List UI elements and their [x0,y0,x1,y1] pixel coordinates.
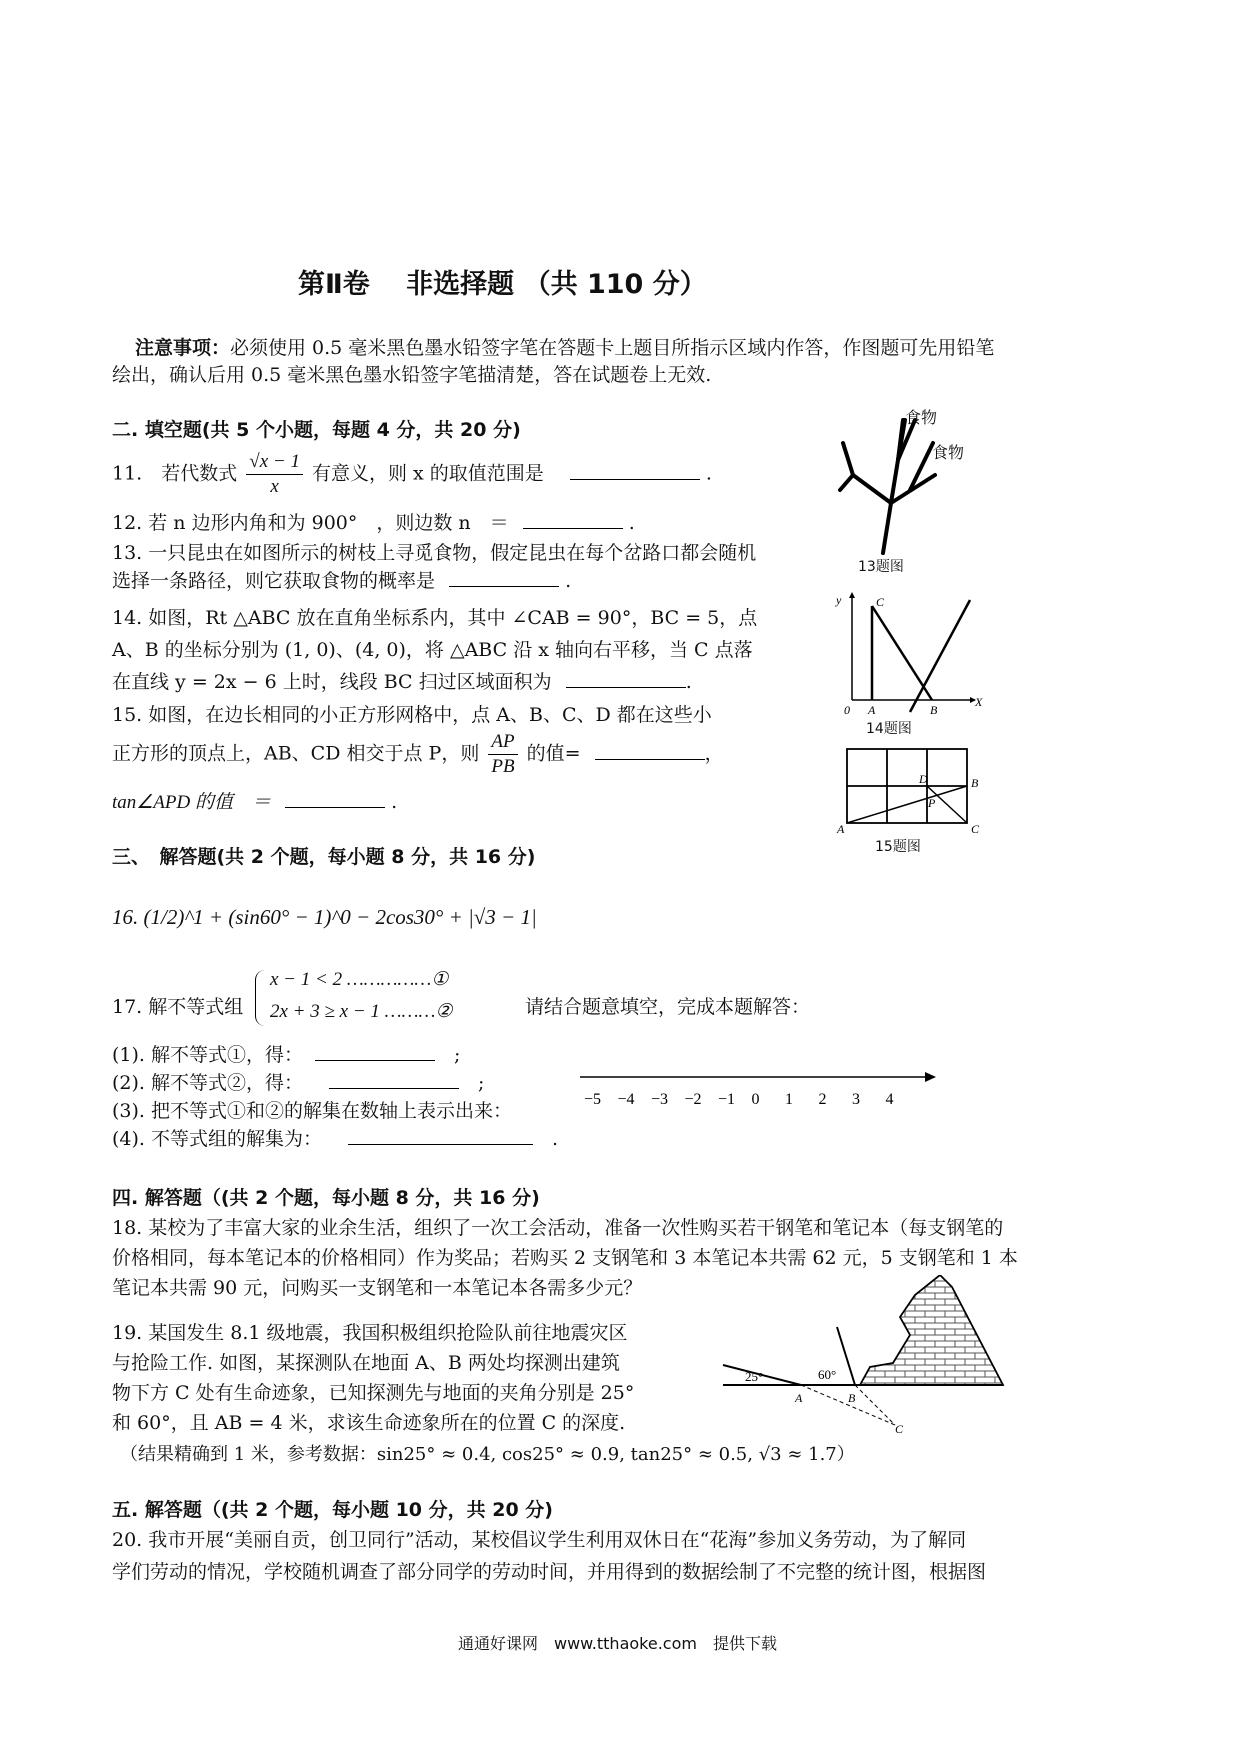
q17-pre: 17. 解不等式组 [112,996,244,1018]
q19-line-5: （结果精确到 1 米，参考数据：sin25° ≈ 0.4, cos25° ≈ 0.9, tan25° ≈ 0.5, √3 ≈ 1.7） [120,1444,855,1465]
number-line-tick-label: −4 [617,1091,635,1108]
q17-inequality-1: x − 1 < 2 ……………① [270,969,449,990]
q15-line-2-pre: 正方形的顶点上，AB、CD 相交于点 P，则 [112,742,480,765]
number-line-tick-label: 3 [852,1091,860,1108]
q17-step-4-blank[interactable] [348,1126,533,1145]
number-line-tick-label: −2 [684,1091,702,1108]
number-line-arrow [925,1072,936,1082]
svg-text:A: A [837,822,845,836]
q19-line-1: 19. 某国发生 8.1 级地震，我国积极组织抢险队前往地震灾区 [112,1322,628,1344]
svg-text:D: D [919,772,928,786]
section-2-heading: 二. 填空题(共 5 个小题，每题 4 分，共 20 分) [112,419,521,441]
fig13-food-label-2: 食物 [932,443,965,462]
q17-step-2-blank[interactable] [329,1070,459,1089]
q11-numerator: √x − 1 [246,450,303,475]
q11-post: 有意义，则 x 的取值范围是 [312,462,544,485]
q17-post: 请结合题意填空，完成本题解答： [525,996,811,1018]
q12-answer-blank[interactable] [523,510,623,529]
tree-branch-left-low [840,475,853,490]
notice-line-1 [135,333,994,360]
section-4-heading: 四. 解答题（(共 2 个题，每小题 8 分，共 16 分) [112,1187,540,1209]
tree-branch-right [891,475,935,503]
q15-numerator: AP [488,730,517,755]
section-3-heading: 三、 解答题(共 2 个题，每小题 8 分，共 16 分) [112,846,536,868]
q15-line-1: 15. 如图，在边长相同的小正方形网格中，点 A、B、C、D 都在这些小 [112,704,712,726]
question-14: 在直线 y = 2x − 6 上时，线段 BC 扫过区域面积为 . [112,671,692,693]
number-line-tick-label: −5 [584,1091,602,1108]
number-line-tick-label: 0 [751,1091,760,1108]
q17-brace [255,970,266,1026]
svg-text:C: C [971,822,980,836]
q18-line-3: 笔记本共需 90 元，问购买一支钢笔和一本笔记本各需多少元？ [112,1277,643,1299]
q17-step-3: (3). 把不等式①和②的解集在数轴上表示出来： [112,1100,512,1122]
q14-answer-blank[interactable] [566,669,686,688]
notice-label: 注意事项： [135,337,231,359]
page-footer: 通通好课网 www.tthaoke.com 提供下载 [458,1634,777,1653]
q18-line-1: 18. 某校为了丰富大家的业余生活，组织了一次工会活动，准备一次性购买若干钢笔和笔记本（每支钢笔的 [112,1217,1004,1239]
q17-step-1-text: (1). 解不等式①，得： [112,1044,303,1066]
svg-text:A: A [795,1391,803,1405]
figure-15-grid [835,745,995,837]
q17-step-4: (4). 不等式组的解集为： . [112,1128,559,1150]
q12-text: 12. 若 n 边形内角和为 900° ，则边数 n ＝ [112,512,509,534]
question-13: 选择一条路径，则它获取食物的概率是 . [112,570,572,592]
question-12: 12. 若 n 边形内角和为 900° ，则边数 n ＝ . [112,512,635,534]
fig19-building-rubble [860,1275,1003,1385]
q17-step-4-text: (4). 不等式组的解集为： [112,1128,322,1150]
fig19-line-bc [855,1385,895,1425]
fig13-food-label-1: 食物 [905,408,938,427]
q15-denominator: PB [491,756,515,777]
svg-text:A: A [868,703,876,717]
q17-inequality-2: 2x + 3 ≥ x − 1 ………② [270,1001,453,1022]
number-line-tick-label: −1 [718,1091,736,1108]
notice-text-1: 必须使用 0.5 毫米黑色墨水铅签字笔在答题卡上题目所指示区域内作答，作图题可先用铅笔 [230,337,995,359]
question-15-line-3: tan∠APD 的值 ＝ . [112,791,398,813]
q19-line-2: 与抢险工作. 如图，某探测队在地面 A、B 两处均探测出建筑 [112,1352,620,1374]
q13-line-2: 选择一条路径，则它获取食物的概率是 [112,570,436,592]
section-5-heading: 五. 解答题（(共 2 个题，每小题 10 分，共 20 分) [112,1499,553,1521]
q15-line-2-post: 的值= [526,742,581,765]
question-11: 11. 若代数式 $\frac{√x - 1}{x}$ 有意义，则 x 的取值范围是 . [112,451,712,497]
q17-step-1-blank[interactable] [315,1042,435,1061]
fig19-angle-60: 60° [818,1367,837,1382]
question-15-line-2: 正方形的顶点上，AB、CD 相交于点 P，则 $\frac{AP}{PB}$ 的值= ， [112,731,724,777]
question-16: 16. (1/2)^1 + (sin60° − 1)^0 − 2cos30° + |√3 − 1| [112,905,537,929]
q18-line-2: 价格相同，每本笔记本的价格相同）作为奖品；若购买 2 支钢笔和 3 本笔记本共需 62 元，5 支钢笔和 1 本 [112,1247,1018,1269]
q13-answer-blank[interactable] [449,568,559,587]
q14-line-2: A、B 的坐标分别为 (1, 0)、(4, 0)，将 △ABC 沿 x 轴向右平移，当 C 点落 [112,639,753,661]
q13-line-1: 13. 一只昆虫在如图所示的树枝上寻觅食物，假定昆虫在每个岔路口都会随机 [112,542,757,564]
q15-answer-blank-2[interactable] [285,789,385,808]
figure-14-coordinate [830,592,985,720]
notice-line-2: 绘出，确认后用 0.5 毫米黑色墨水铅签字笔描清楚，答在试题卷上无效. [112,364,712,386]
tree-branch-left [843,443,891,503]
q15-line-3: tan∠APD 的值 ＝ [112,792,271,813]
q11-fraction [246,450,303,499]
number-line-tick-label: 4 [885,1091,894,1108]
number-line [580,1068,940,1118]
fig14-line-y2x6 [910,600,970,712]
figure-15-caption: 15题图 [875,839,921,855]
page-title: 第Ⅱ卷 非选择题 （共 110 分） [298,269,707,300]
figure-14-caption: 14题图 [866,721,912,737]
q19-line-4: 和 60°，且 AB = 4 米，求该生命迹象所在的位置 C 的深度. [112,1412,626,1434]
q15-answer-blank-1[interactable] [595,741,705,760]
fig19-angle-25: 25° [745,1369,764,1384]
q11-denominator: x [270,476,279,497]
q20-line-1: 20. 我市开展“美丽自贡，创卫同行”活动，某校倡议学生利用双休日在“花海”参加义务劳动，为了解同 [112,1529,967,1551]
figure-13-tree [835,405,980,580]
number-line-tick-label: 2 [818,1091,827,1108]
svg-text:X: X [975,695,983,709]
q11-pre: 11. 若代数式 [112,462,238,485]
q11-answer-blank[interactable] [570,461,700,480]
figure-19-earthquake [715,1275,1015,1445]
q14-line-3: 在直线 y = 2x − 6 上时，线段 BC 扫过区域面积为 [112,671,552,693]
q20-line-2: 学们劳动的情况，学校随机调查了部分同学的劳动时间，并用得到的数据绘制了不完整的统计图，根据图 [112,1561,987,1583]
figure-13-caption: 13题图 [858,559,904,575]
q19-line-3: 物下方 C 处有生命迹象，已知探测先与地面的夹角分别是 25° [112,1382,635,1404]
svg-text:y: y [836,593,842,607]
svg-text:B: B [848,1391,856,1405]
svg-text:C: C [895,1422,904,1436]
q17-step-2-text: (2). 解不等式②，得： [112,1072,303,1094]
q17-step-2: (2). 解不等式②，得： ; [112,1072,485,1094]
q14-line-1: 14. 如图，Rt △ABC 放在直角坐标系内，其中 ∠CAB = 90°，BC = 5，点 [112,607,758,629]
svg-text:P: P [928,796,936,810]
number-line-tick-label: −3 [651,1091,669,1108]
svg-text:B: B [930,703,938,717]
svg-text:B: B [971,776,979,790]
q17-step-1: (1). 解不等式①，得： ; [112,1044,461,1066]
svg-text:0: 0 [844,703,850,717]
number-line-tick-label: 1 [785,1091,793,1108]
fig19-ray-b [837,1327,855,1385]
q15-fraction [488,730,517,779]
svg-text:C: C [876,595,885,609]
fig15-segment-ab [847,786,967,823]
